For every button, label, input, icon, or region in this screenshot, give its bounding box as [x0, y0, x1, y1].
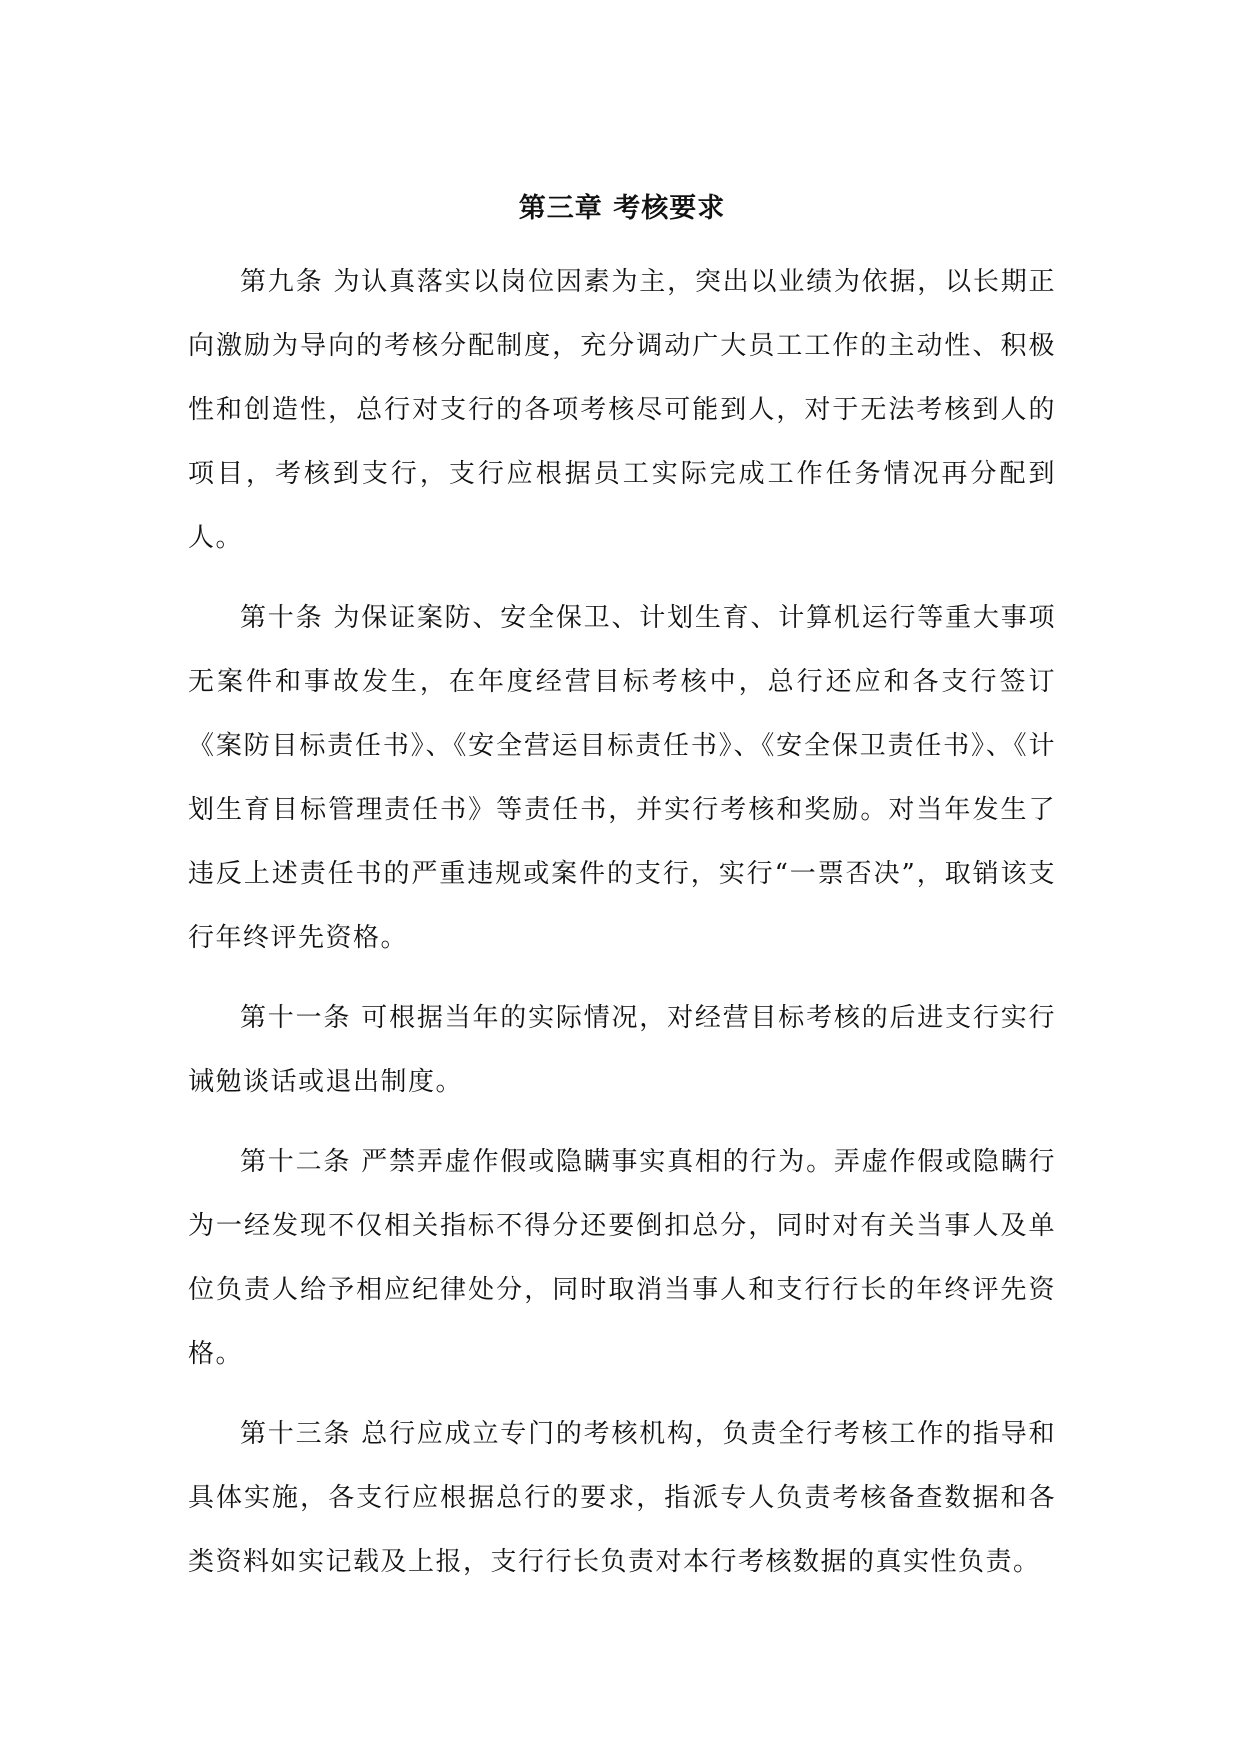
chapter-title: 第三章 考核要求	[518, 193, 726, 224]
article-10: 第十条 为保证案防、安全保卫、计划生育、计算机运行等重大事项无案件和事故发生，在年度经营目标考核中，总行还应和各支行签订《案防目标责任书》、《安全营运目标责任书》、《安全保卫责任书》、《计划生育目标管理责任书》等责任书，并实行考核和奖励。对当年发生了违反上述责任书的严重违规或案件的支行，实行“一票否决”，取销该支行年终评先资格。	[188, 603, 1056, 953]
document-body	[188, 186, 1056, 1594]
article-12: 第十二条 严禁弄虚作假或隐瞒事实真相的行为。弄虚作假或隐瞒行为一经发现不仅相关指标不得分还要倒扣总分，同时对有关当事人及单位负责人给予相应纪律处分，同时取消当事人和支行行长的年终评先资格。	[188, 1147, 1056, 1369]
article-11: 第十一条 可根据当年的实际情况，对经营目标考核的后进支行实行诫勉谈话或退出制度。	[188, 1003, 1056, 1097]
article-9: 第九条 为认真落实以岗位因素为主，突出以业绩为依据，以长期正向激励为导向的考核分配制度，充分调动广大员工工作的主动性、积极性和创造性，总行对支行的各项考核尽可能到人，对于无法考核到人的项目，考核到支行，支行应根据员工实际完成工作任务情况再分配到人。	[188, 267, 1056, 553]
article-13: 第十三条 总行应成立专门的考核机构，负责全行考核工作的指导和具体实施，各支行应根据总行的要求，指派专人负责考核备查数据和各类资料如实记载及上报，支行行长负责对本行考核数据的真实性负责。	[188, 1419, 1056, 1577]
